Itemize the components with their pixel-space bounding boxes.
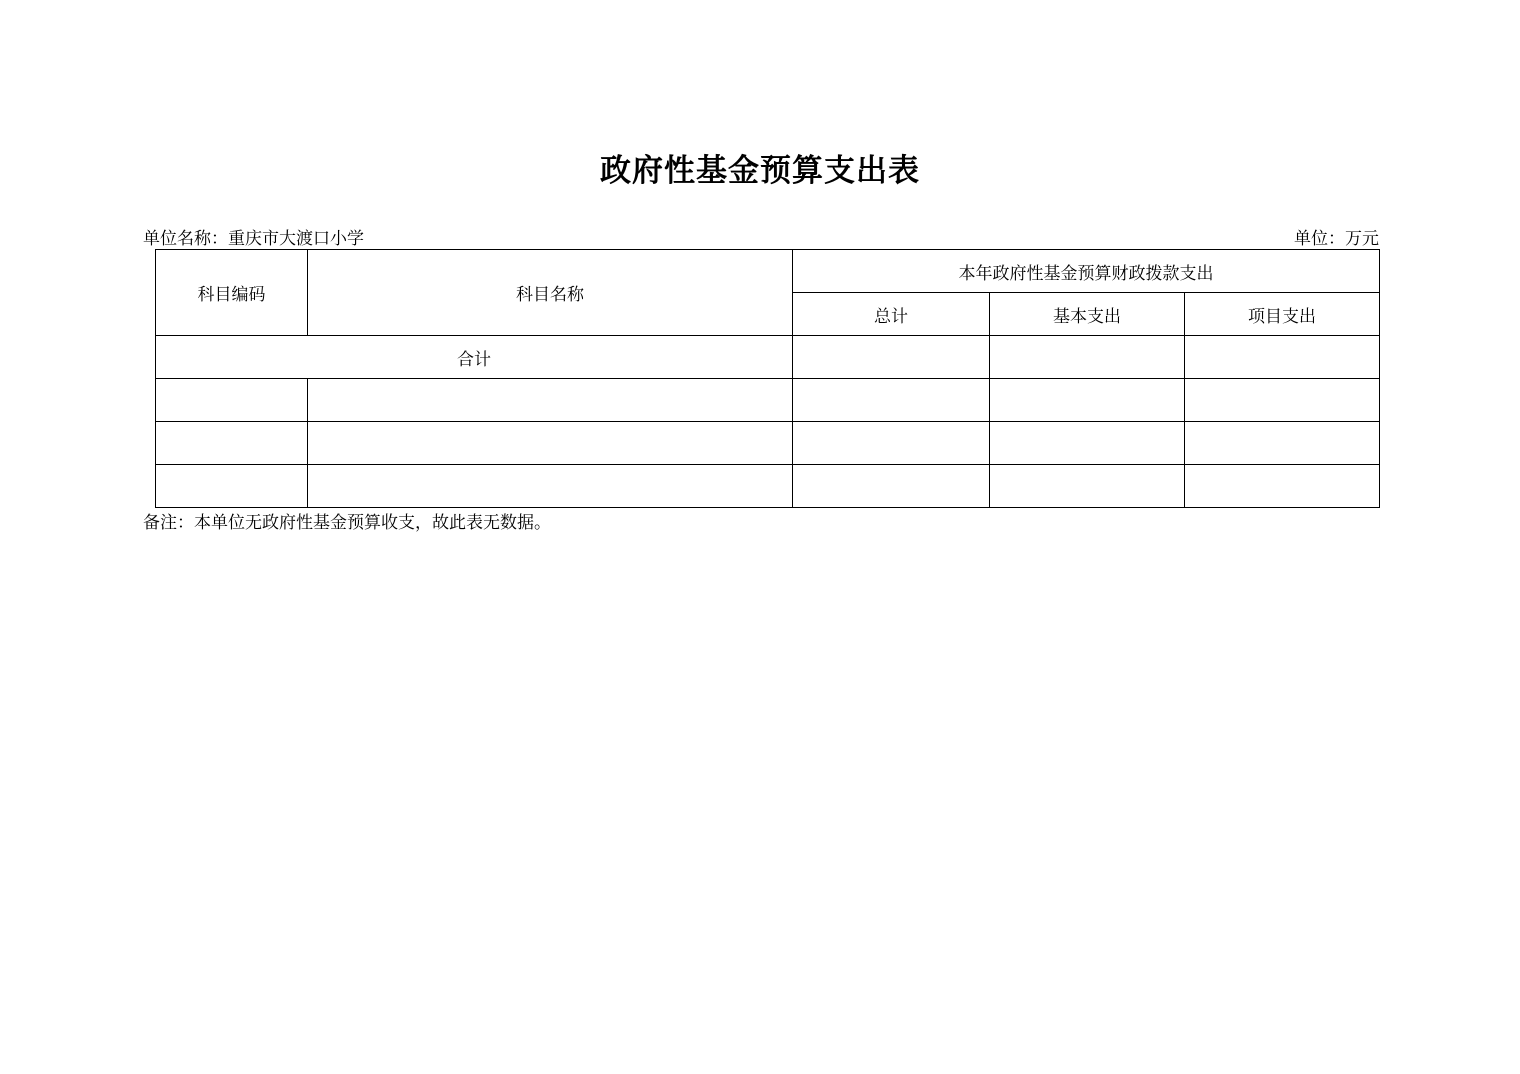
cell-name [308, 379, 793, 422]
total-value-project [1185, 336, 1380, 379]
table-note: 备注：本单位无政府性基金预算收支，故此表无数据。 [143, 513, 551, 532]
total-label: 合计 [156, 336, 793, 379]
cell-code [156, 465, 308, 508]
header-group-expenditure: 本年政府性基金预算财政拨款支出 [793, 250, 1380, 293]
unit-measure-label: 单位：万元 [1294, 229, 1379, 248]
cell-total [793, 422, 990, 465]
cell-name [308, 422, 793, 465]
header-sub-basic: 基本支出 [990, 293, 1185, 336]
table-row [156, 379, 1380, 422]
table-header-row-1 [156, 250, 1380, 293]
meta-row [143, 224, 1379, 249]
header-sub-project: 项目支出 [1185, 293, 1380, 336]
cell-code [156, 422, 308, 465]
cell-basic [990, 379, 1185, 422]
header-sub-total: 总计 [793, 293, 990, 336]
table-row [156, 465, 1380, 508]
cell-basic [990, 465, 1185, 508]
header-code: 科目编码 [156, 250, 308, 336]
total-value-total [793, 336, 990, 379]
total-value-basic [990, 336, 1185, 379]
cell-project [1185, 379, 1380, 422]
cell-project [1185, 422, 1380, 465]
table-row-total [156, 336, 1380, 379]
page-title: 政府性基金预算支出表 [600, 153, 920, 188]
cell-total [793, 465, 990, 508]
budget-table [155, 249, 1380, 508]
table-row [156, 422, 1380, 465]
cell-code [156, 379, 308, 422]
cell-name [308, 465, 793, 508]
header-name: 科目名称 [308, 250, 793, 336]
unit-name-label: 单位名称：重庆市大渡口小学 [143, 229, 364, 248]
cell-basic [990, 422, 1185, 465]
cell-total [793, 379, 990, 422]
cell-project [1185, 465, 1380, 508]
